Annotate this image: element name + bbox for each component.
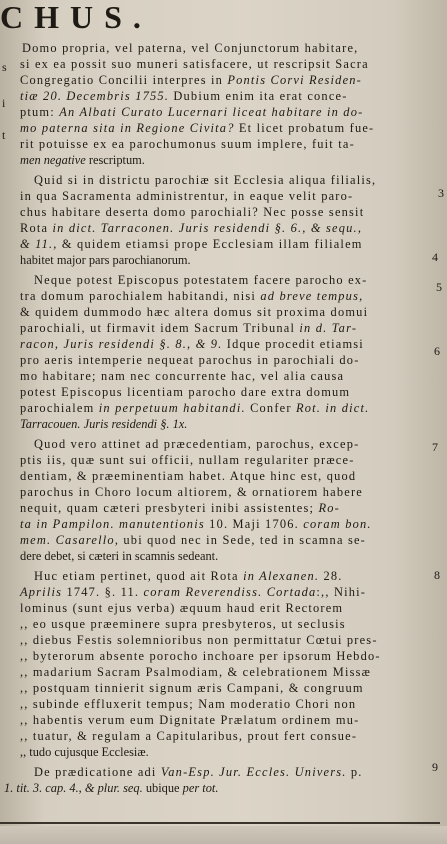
text-span: ,, byterorum absente porocho inchoare per ipsorum Hebdo-	[20, 649, 381, 663]
right-margin-mark: 7	[432, 440, 438, 454]
italic-text: coram Reverendiss. Cortada	[143, 585, 317, 599]
text-line	[20, 532, 366, 548]
text-line	[20, 548, 218, 564]
italic-text: mem. Casarello	[20, 533, 115, 547]
text-line	[22, 40, 358, 56]
italic-text: Ro-	[318, 501, 340, 515]
text-line	[20, 252, 191, 268]
text-span: dentiam, & præeminentiam habet. Atque hinc est, quod	[20, 469, 357, 483]
italic-text: coram bon.	[303, 517, 372, 531]
footer-rule	[0, 822, 440, 824]
right-margin-mark: 6	[434, 344, 440, 358]
text-span: ptum:	[20, 105, 60, 119]
text-span: ,, postquam tinnierit signum æris Campani, & congruum	[20, 681, 364, 695]
text-span: potest Episcopus licentiam parocho dare extra domum	[20, 385, 351, 399]
text-span: in qua Sacramenta administrentur, in eaque velit paro-	[20, 189, 354, 203]
right-margin-mark: 5	[436, 280, 442, 294]
text-line	[20, 336, 364, 352]
text-span: Dubium enim ita erat conce-	[169, 89, 348, 103]
text-line	[20, 696, 356, 712]
text-span: ubique	[142, 781, 183, 795]
text-span: Quid si in districtu parochiæ sit Ecclesia aliqua filialis,	[34, 173, 377, 187]
text-span: Domo propria, vel paterna, vel Conjunctorum habitare,	[22, 41, 359, 55]
text-line	[20, 728, 357, 744]
italic-text: ta in Pampilon. manutentionis	[20, 517, 205, 531]
text-line	[20, 352, 360, 368]
italic-text: per tot.	[182, 781, 219, 795]
italic-text: in perpetuum habitandi.	[98, 401, 246, 415]
text-span: , ubi quod nec in Sede, ted in scamna se-	[114, 533, 366, 547]
text-span: Rota	[20, 221, 53, 235]
italic-text: mo paterna sita in Regione Civita?	[20, 121, 235, 135]
italic-text: racon, Juris residendi §. 8., & 9.	[20, 337, 223, 351]
text-line	[34, 172, 376, 188]
text-span: habitet major pars parochianorum.	[20, 253, 191, 267]
text-span: pro aeris intemperie nequeat parochus in parochiali do-	[20, 353, 360, 367]
italic-text: Aprilis	[20, 585, 63, 599]
text-line	[20, 220, 362, 236]
text-span: rit potuisse ex ea parochumonus suum implere, fuit ta-	[20, 137, 355, 151]
text-span: ptis iis, quæ sunt sui officii, nullam regulariter præce-	[20, 453, 355, 467]
text-span: parochiali, ut firmavit idem Sacrum Tribunal	[20, 321, 300, 335]
text-span: ,, diebus Festis solemnioribus non permittatur Cœtui pres-	[20, 633, 378, 647]
text-span: 28.	[319, 569, 343, 583]
italic-text: men negative	[20, 153, 86, 167]
text-line	[20, 204, 364, 220]
text-span: dere debet, si cæteri in scamnis sedeant.	[20, 549, 219, 563]
text-span: chus habitare deserta domo parochiali? Nec posse sensit	[20, 205, 365, 219]
text-line	[34, 568, 343, 584]
left-margin-mark: t	[2, 128, 6, 142]
running-title: CHUS.	[0, 0, 152, 35]
italic-text: & 11.,	[20, 237, 58, 251]
italic-text: tiæ 20. Decembris 1755.	[20, 89, 170, 103]
italic-text: in dict. Tarraconen. Juris residendi §. 6., & sequ.,	[52, 221, 363, 235]
text-line	[20, 452, 355, 468]
page-bottom-edge	[0, 826, 447, 844]
text-span: Congregatio Concilii interpres in	[20, 73, 228, 87]
text-span: Et licet probatum fue-	[234, 121, 375, 135]
text-line	[4, 780, 218, 796]
text-span: De prædicatione adi	[34, 765, 161, 779]
text-line	[20, 468, 356, 484]
right-margin-mark: 8	[434, 568, 440, 582]
italic-text: in d. Tar-	[299, 321, 358, 335]
text-line	[20, 72, 362, 88]
text-line	[20, 712, 359, 728]
text-line	[20, 304, 368, 320]
text-span: Huc etiam pertinet, quod ait Rota	[34, 569, 244, 583]
text-span: tra domum parochialem habitandi, nisi	[20, 289, 261, 303]
text-line	[20, 56, 369, 72]
text-span: si ex ea possit suo muneri satisfacere, ut rescripsit Sacra	[20, 57, 369, 71]
text-line	[20, 744, 149, 760]
italic-text: ad breve tempus,	[260, 289, 364, 303]
text-line	[20, 104, 363, 120]
text-line	[20, 648, 381, 664]
italic-text: Tarracouen. Juris residendi §. 1x.	[20, 417, 188, 431]
right-margin-mark: 4	[432, 250, 438, 264]
text-span: :,, Nihi-	[316, 585, 367, 599]
text-span: p.	[346, 765, 363, 779]
text-span: & quidem etiamsi prope Ecclesiam illam filialem	[57, 237, 363, 251]
text-line	[20, 416, 187, 432]
text-span: Confer	[245, 401, 296, 415]
text-line	[34, 272, 368, 288]
italic-text: An Albati Curato Lucernari liceat habitare in do-	[59, 105, 364, 119]
text-line	[20, 384, 350, 400]
text-span: Neque potest Episcopus potestatem facere parocho ex-	[34, 273, 368, 287]
text-span: ,, madarium Sacram Psalmodiam, & celebrationem Missæ	[20, 665, 372, 679]
text-span: ,, habentis verum eum Dignitate Prælatum ordinem mu-	[20, 713, 360, 727]
text-span: parochialem	[20, 401, 99, 415]
text-line	[20, 320, 357, 336]
text-span: ,, tuatur, & regulam a Capitularibus, prout fert consue-	[20, 729, 358, 743]
text-line	[20, 136, 355, 152]
text-line	[20, 120, 374, 136]
text-line	[34, 436, 359, 452]
text-line	[20, 400, 369, 416]
right-margin-mark: 3	[438, 186, 444, 200]
italic-text: Van-Esp. Jur. Eccles. Univers.	[160, 765, 347, 779]
text-span: nequit, quam cæteri presbyteri inibi assistentes;	[20, 501, 319, 515]
text-line	[20, 632, 378, 648]
text-span: ,, subinde effluxerit tempus; Nam moderatio Chori non	[20, 697, 357, 711]
text-line	[34, 764, 363, 780]
text-span: & quidem dummodo hæc altera domus sit proxima domui	[20, 305, 369, 319]
text-span: Quod vero attinet ad præcedentiam, parochus, excep-	[34, 437, 360, 451]
text-line	[20, 288, 363, 304]
italic-text: 1. tit. 3. cap. 4., & plur. seq.	[4, 781, 143, 795]
text-line	[20, 680, 364, 696]
left-margin-mark: s	[2, 60, 7, 74]
italic-text: in Alexanen.	[243, 569, 320, 583]
text-span: mo habitare; nam nec concurrente hac, vel alia causa	[20, 369, 345, 383]
text-line	[20, 368, 344, 384]
text-line	[20, 484, 363, 500]
text-line	[20, 584, 366, 600]
italic-text: Rot. in dict.	[295, 401, 370, 415]
italic-text: Pontis Corvi Residen-	[227, 73, 362, 87]
text-span: lominus (sunt ejus verba) æquum haud erit Rectorem	[20, 601, 344, 615]
text-line	[20, 616, 346, 632]
right-margin-mark: 9	[432, 760, 438, 774]
text-span: Idque procedit etiamsi	[222, 337, 364, 351]
text-line	[20, 600, 343, 616]
text-line	[20, 516, 372, 532]
left-margin-mark: i	[2, 96, 6, 110]
text-line	[20, 236, 363, 252]
text-line	[20, 152, 145, 168]
text-line	[20, 500, 340, 516]
text-line	[20, 88, 348, 104]
text-span: parochus in Choro locum altiorem, & ornatiorem habere	[20, 485, 363, 499]
text-span: ,, eo usque præeminere supra presbyteros, ut seclusis	[20, 617, 346, 631]
text-line	[20, 664, 371, 680]
text-span: 1747. §. 11.	[62, 585, 144, 599]
text-span: ,, tudo cujusque Ecclesiæ.	[20, 745, 149, 759]
text-span: 10. Maji 1706.	[204, 517, 304, 531]
text-span: rescriptum.	[85, 153, 145, 167]
text-line	[20, 188, 353, 204]
